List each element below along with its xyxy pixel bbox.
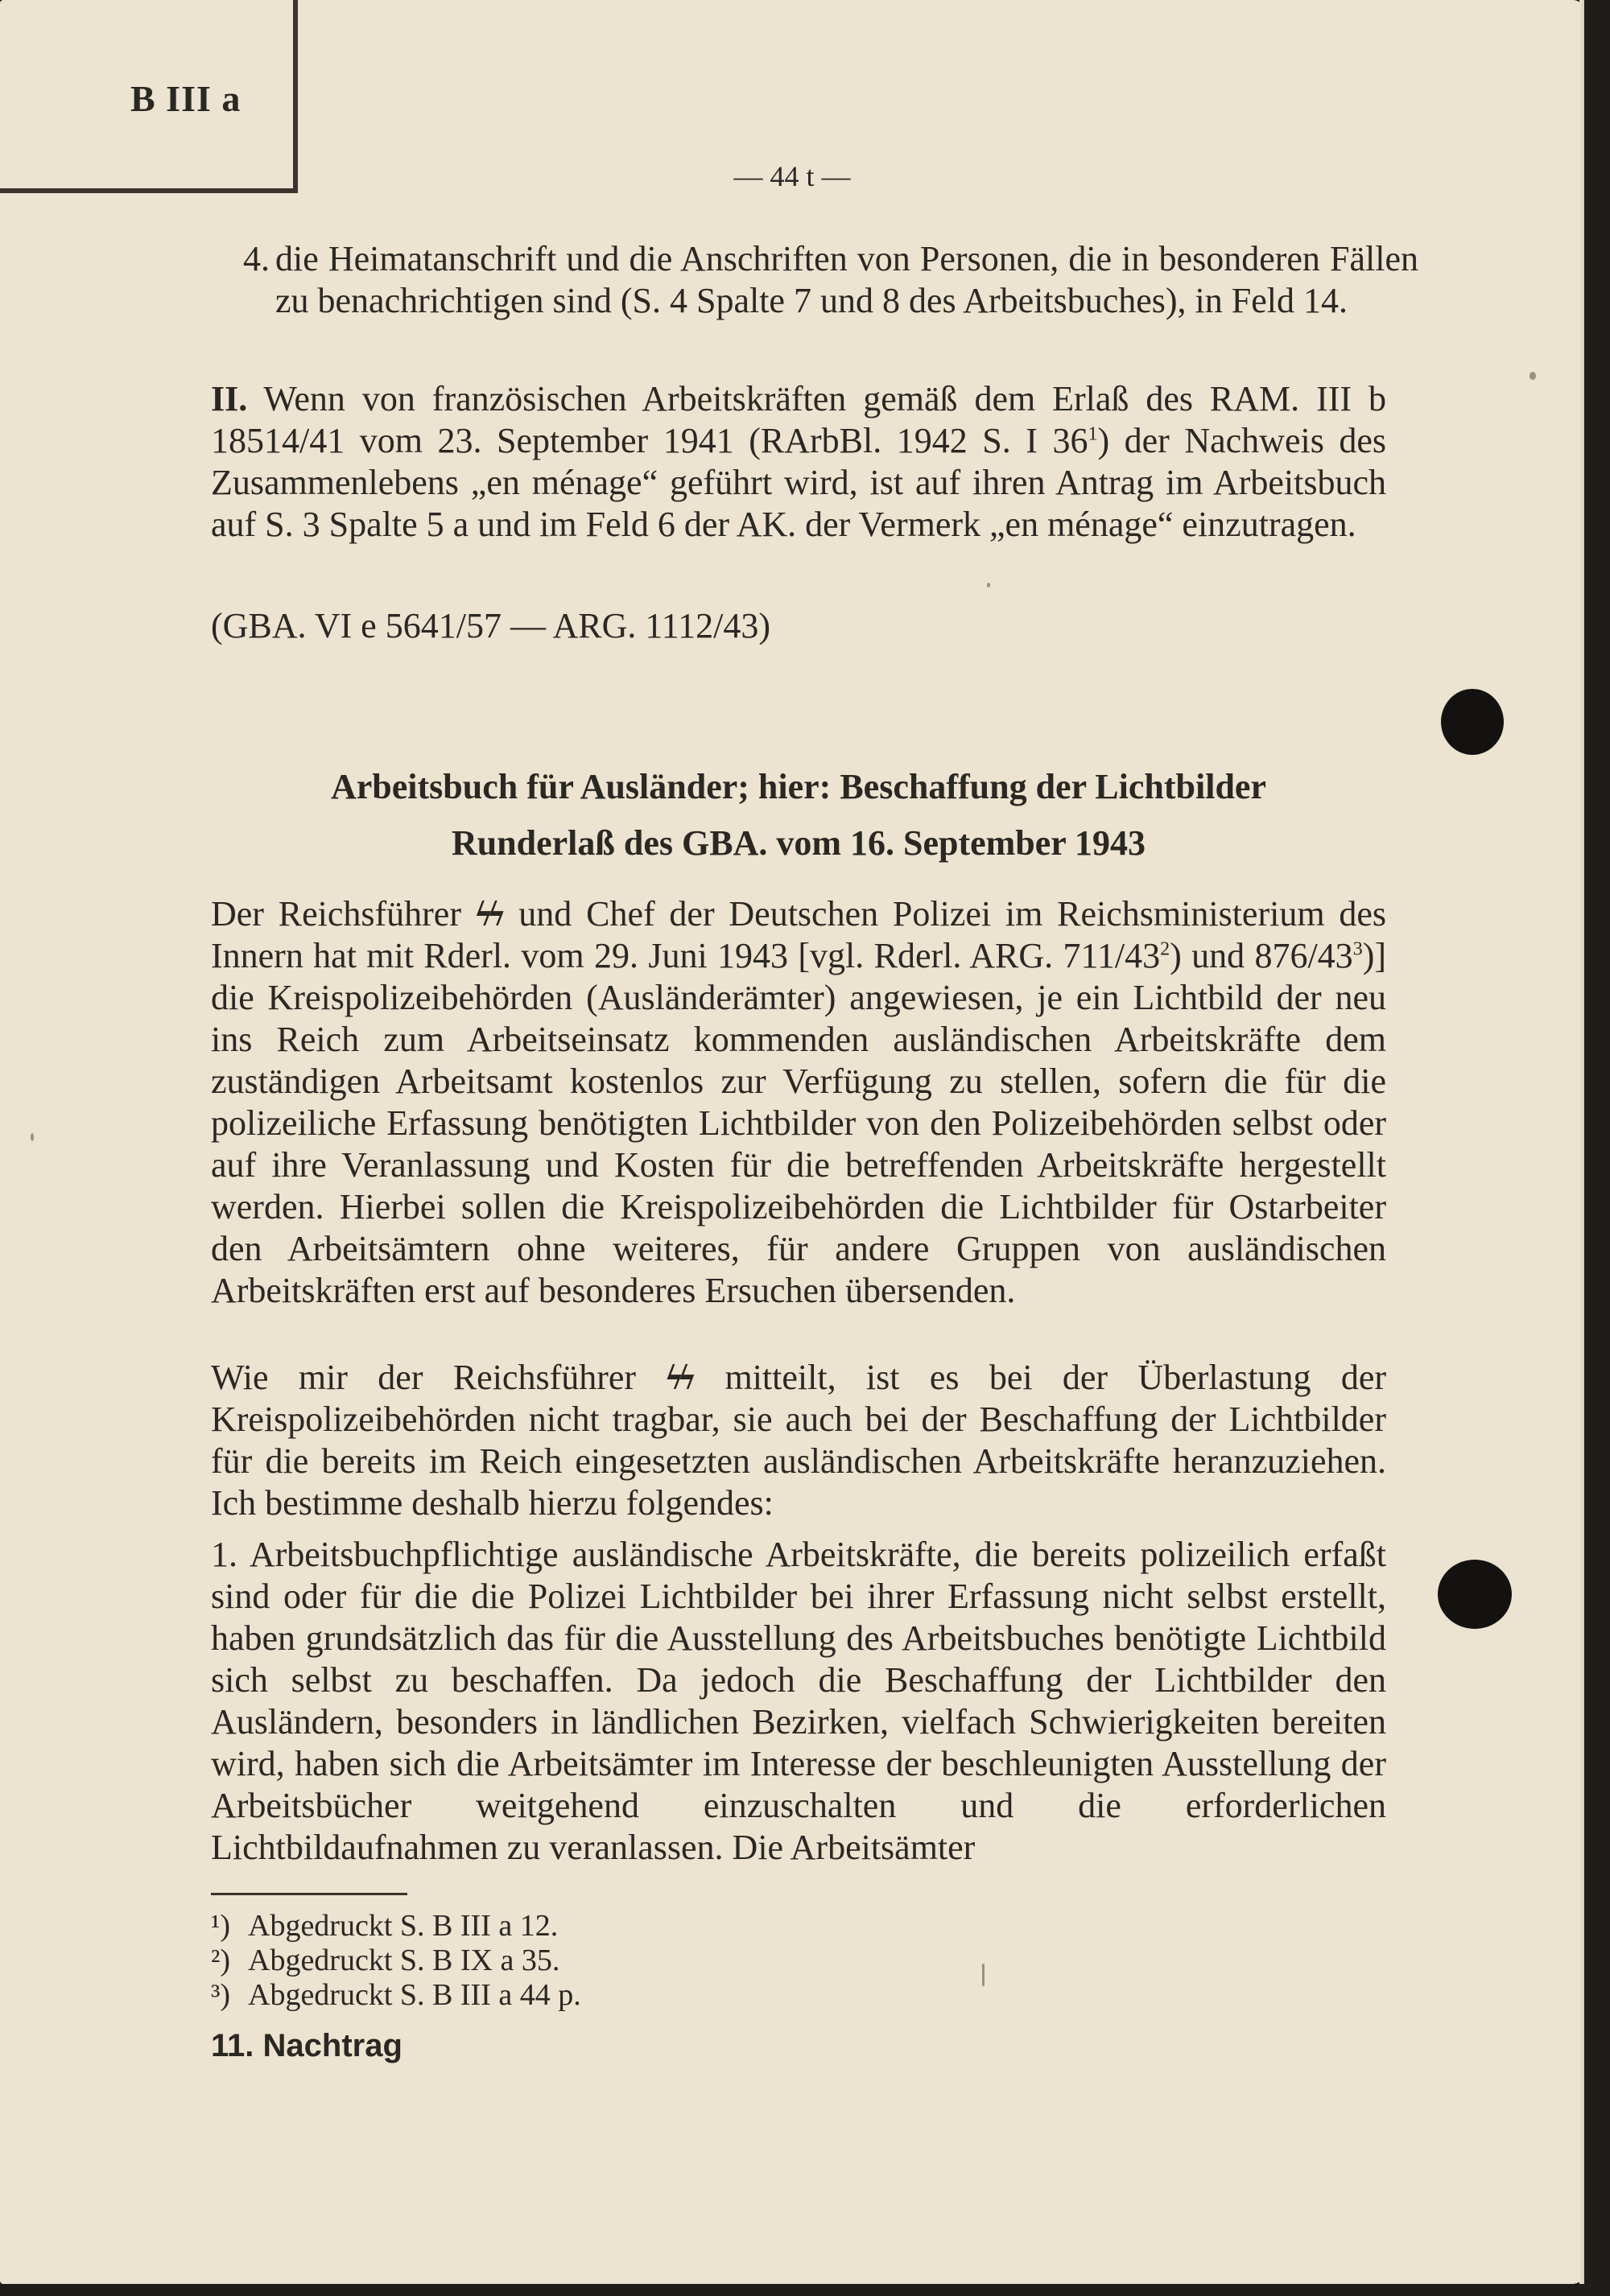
decree-subtitle: Runderlaß des GBA. vom 16. September 1943 [451,823,1146,863]
section-ii-text-a: Wenn von französischen Arbeitskräften gemäß dem Erlaß des RAM. III b 18514/41 vom 23. September 1941 (RArbBl. 1942 S. I 36 [211,379,1386,460]
paper-speck [982,1964,985,1986]
footnote-ref-1: 1 [1088,423,1098,445]
file-reference: (GBA. VI e 5641/57 — ARG. 1112/43) [211,606,771,645]
footnote-mark: ¹) [211,1909,231,1943]
section-ii-numeral: II. [211,379,248,418]
paper-speck [1530,372,1536,380]
paper-speck [987,583,990,587]
footnote-text: Abgedruckt S. B III a 12. [248,1909,559,1943]
footnote-ref-2: 2 [1160,938,1170,960]
ss-rune-symbol: ϟϟ [475,894,502,934]
section-ii-paragraph [211,378,1386,546]
list-item-number: 4. [243,239,270,278]
page-number: — 44 t — [733,160,851,192]
footnote-item [211,1909,935,1944]
decree-title: Arbeitsbuch für Ausländer; hier: Beschaffung der Lichtbilder [331,767,1266,806]
footnote-item [211,1944,935,1978]
footnote-item [211,1978,935,2013]
para1-text-a: Der Reichsführer [211,894,461,934]
supplement-label: 11. Nachtrag [211,2028,402,2063]
footnote-divider [211,1893,407,1895]
punch-hole-upper [1441,689,1504,755]
section-ii-text-b: ) der Nachweis des Zusammenlebens „en ménage“ geführt wird, ist auf ihren Antrag im Arbeitsbuch auf S. 3 Spalte 5 a und im Feld 6 der AK. der Vermerk „en ménage“ einzutragen. [211,421,1386,544]
paper-speck [31,1133,34,1141]
para1-text-c: ) und 876/43 [1170,936,1353,975]
footnote-ref-3: 3 [1352,938,1363,960]
list-item-4 [243,238,1418,322]
ss-rune-symbol: ϟϟ [666,1358,692,1397]
section-marker-label: B III a [130,78,242,119]
footnote-text: Abgedruckt S. B IX a 35. [248,1944,560,1977]
footnote-mark: ³) [211,1978,231,2012]
para2-text-a: Wie mir der Reichsführer [211,1358,637,1397]
para1-text-d: )] die Kreispolizeibehörden (Ausländerämter) angewiesen, je ein Lichtbild der neu ins Reich zum Arbeitseinsatz kommenden ausländischen Arbeitskräfte dem zuständigen Arbeitsamt kostenlos zur Verfügung zu stellen, sofern die für die polizeiliche Erfassung benötigten Lichtbilder von den Polizeibehörden selbst oder auf ihre Veranlassung und Kosten für die betreffenden Arbeitskräfte hergestellt werden. Hierbei sollen die Kreispolizeibehörden die Lichtbilder für Ostarbeiter den Arbeitsämtern ohne weiteres, für andere Gruppen von ausländischen Arbeitskräften erst auf besonderes Ersuchen übersenden. [211,936,1386,1310]
body-paragraph-2 [211,1357,1386,1524]
footnote-text: Abgedruckt S. B III a 44 p. [248,1978,581,2012]
punch-hole-lower [1438,1560,1512,1629]
para2-text-b: mitteilt, ist es bei der Überlastung der Kreispolizeibehörden nicht tragbar, sie auch bei der Beschaffung der Lichtbilder für die bereits im Reich eingesetzten ausländischen Arbeitskräfte heranzuziehen. Ich bestimme deshalb hierzu folgendes: [211,1358,1387,1523]
footnote-mark: ²) [211,1944,231,1977]
list-item-text: die Heimatanschrift und die Anschriften von Personen, die in besonderen Fällen zu benachrichtigen sind (S. 4 Spalte 7 und 8 des Arbeitsbuches), in Feld 14. [275,239,1418,320]
para1-text-b: und Chef der Deutschen Polizei im Reichsministerium des Innern hat mit Rderl. vom 29. Juni 1943 [vgl. Rderl. ARG. 711/43 [211,894,1386,975]
body-paragraph-3: 1. Arbeitsbuchpflichtige ausländische Arbeitskräfte, die bereits polizeilich erfaßt sind oder für die die Polizei Lichtbilder bei ihrer Erfassung nicht selbst erstellt, haben grundsätzlich das für die Ausstellung des Arbeitsbuches benötigte Lichtbild sich selbst zu beschaffen. Da jedoch die Beschaffung der Lichtbilder den Ausländern, besonders in ländlichen Bezirken, vielfach Schwierigkeiten bereiten wird, haben sich die Arbeitsämter im Interesse der beschleunigten Ausstellung der Arbeitsbücher weitgehend einzuschalten und die erforderlichen Lichtbildaufnahmen zu veranlassen. Die Arbeitsämter [211,1535,1386,1867]
footnote-list [211,1909,935,2013]
page-edge-shadow [1579,0,1584,2284]
body-paragraph-1 [211,893,1386,1312]
